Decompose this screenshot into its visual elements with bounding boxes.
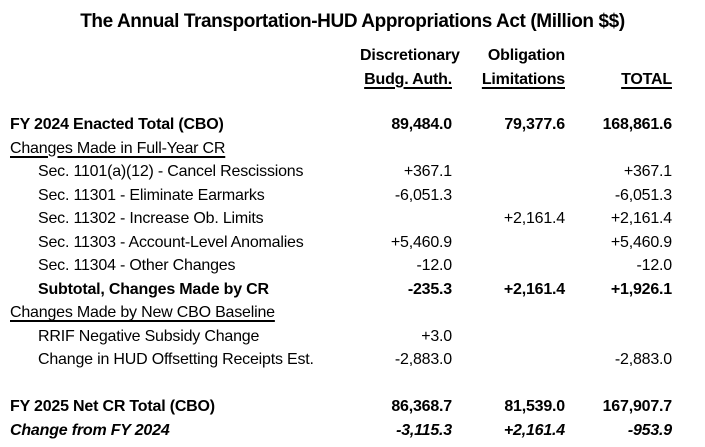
cell-total: +1,926.1: [610, 280, 672, 298]
cell-budg-auth: -2,883.0: [394, 351, 452, 368]
table-row: [10, 160, 705, 184]
table-row: [10, 395, 705, 419]
cell-total: +2,161.4: [610, 210, 672, 227]
cell-budg-auth: -235.3: [407, 280, 452, 298]
page-title: The Annual Transportation-HUD Appropriations Act (Million $$): [80, 11, 625, 32]
cell-budg-auth: 89,484.0: [391, 116, 452, 133]
table-row: [10, 348, 705, 372]
row-label: Sec. 11304 - Other Changes: [38, 257, 236, 274]
cell-total: +5,460.9: [610, 233, 672, 251]
table-row: [10, 184, 705, 208]
cell-budg-auth: -3,115.3: [396, 421, 452, 439]
cell-obligation-limitations: [452, 137, 565, 161]
column-header-obligation: Obligation: [487, 47, 565, 64]
row-label: Changes Made in Full-Year CR: [10, 139, 226, 157]
row-label: Subtotal, Changes Made by CR: [38, 280, 269, 298]
row-label: [10, 372, 360, 396]
cell-total: -12.0: [636, 257, 672, 274]
cell-obligation-limitations: [452, 184, 565, 208]
column-header-budg-auth: Budg. Auth.: [364, 70, 452, 88]
row-label: Sec. 11302 - Increase Ob. Limits: [38, 210, 264, 227]
cell-obligation-limitations: [452, 160, 565, 184]
column-header-limitations: Limitations: [481, 70, 565, 88]
cell-budg-auth: [360, 207, 452, 231]
cell-budg-auth: [360, 372, 452, 396]
table-row: [10, 207, 705, 231]
appropriations-table: [0, 44, 705, 442]
table-row: [10, 254, 705, 278]
cell-total: -2,883.0: [614, 351, 672, 368]
column-header-total: TOTAL: [621, 70, 672, 88]
table-row: [10, 231, 705, 255]
cell-total: -6,051.3: [614, 186, 672, 204]
row-label: Changes Made by New CBO Baseline: [10, 304, 275, 321]
row-label: Sec. 1101(a)(12) - Cancel Rescissions: [38, 163, 304, 180]
cell-total: [565, 301, 672, 325]
cell-budg-auth: [360, 137, 452, 161]
cell-budg-auth: 86,368.7: [391, 398, 452, 415]
cell-obligation-limitations: [452, 301, 565, 325]
row-label: Sec. 11301 - Eliminate Earmarks: [38, 186, 265, 204]
cell-obligation-limitations: +2,161.4: [503, 280, 565, 298]
cell-obligation-limitations: [452, 325, 565, 349]
cell-obligation-limitations: 81,539.0: [504, 398, 565, 415]
table-row: [10, 325, 705, 349]
table-row: [10, 419, 705, 443]
table-row: [10, 301, 705, 325]
cell-obligation-limitations: [452, 348, 565, 372]
cell-budg-auth: +3.0: [421, 327, 452, 345]
cell-total: +367.1: [623, 163, 672, 180]
cell-obligation-limitations: [452, 254, 565, 278]
cell-budg-auth: +5,460.9: [390, 233, 452, 251]
cell-total: [565, 325, 672, 349]
row-label: Change from FY 2024: [10, 421, 170, 439]
cell-total: 167,907.7: [602, 398, 672, 415]
cell-total: [565, 372, 672, 396]
table-body: [10, 113, 705, 442]
header-gap: [10, 91, 705, 113]
row-label: Change in HUD Offsetting Receipts Est.: [38, 351, 314, 368]
cell-budg-auth: -6,051.3: [394, 186, 452, 204]
table-row: [10, 372, 705, 396]
cell-obligation-limitations: [452, 372, 565, 396]
cell-budg-auth: +367.1: [403, 163, 452, 180]
row-label: RRIF Negative Subsidy Change: [38, 327, 260, 345]
column-header-discretionary: Discretionary: [360, 47, 460, 64]
row-label: FY 2025 Net CR Total (CBO): [10, 398, 215, 415]
cell-total: 168,861.6: [602, 116, 672, 133]
table-row: [10, 137, 705, 161]
header-spacer: [10, 44, 360, 68]
cell-budg-auth: [360, 301, 452, 325]
header-spacer: [10, 68, 360, 92]
header-spacer-total: [565, 44, 672, 68]
column-header-row-1: [10, 44, 705, 68]
cell-obligation-limitations: 79,377.6: [504, 116, 565, 133]
cell-budg-auth: -12.0: [416, 257, 452, 274]
cell-obligation-limitations: [452, 231, 565, 255]
row-label: Sec. 11303 - Account-Level Anomalies: [38, 233, 304, 251]
cell-total: -953.9: [627, 421, 672, 439]
column-header-row-2: [10, 68, 705, 92]
table-row: [10, 278, 705, 302]
cell-obligation-limitations: +2,161.4: [503, 421, 565, 439]
cell-obligation-limitations: +2,161.4: [503, 210, 565, 227]
cell-total: [565, 137, 672, 161]
row-label: FY 2024 Enacted Total (CBO): [10, 116, 224, 133]
table-row: [10, 113, 705, 137]
